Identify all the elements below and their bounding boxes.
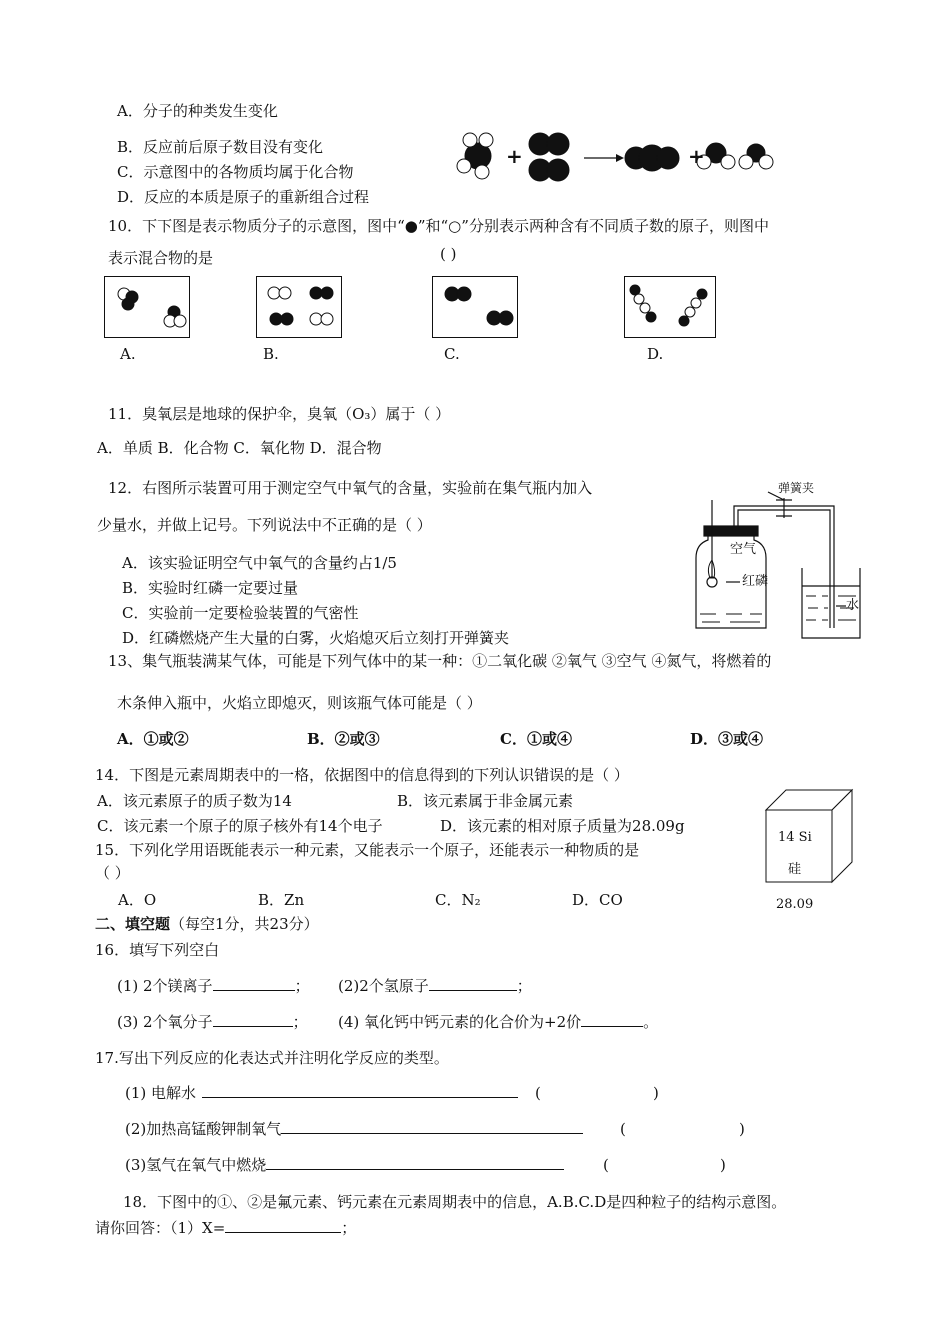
q12-option-b: B．实验时红磷一定要过量 [122,579,299,597]
q17-stem: 17.写出下列反应的化表达式并注明化学反应的类型。 [95,1049,449,1067]
label-air: 空气 [730,542,757,557]
q10-stem-cont: 表示混合物的是 [108,249,214,267]
q13-option-d: D．③或④ [690,730,764,748]
q18-stem: 18．下图中的①、②是氟元素、钙元素在元素周期表中的信息，A.B.C.D是四种粒子的结构示意图。 [123,1193,787,1211]
q13-stem: 13、集气瓶装满某气体，可能是下列气体中的某一种：①二氧化碳 ②氧气 ③空气 ④氮气，将燃着的 [108,652,772,670]
q14-option-a: A．该元素原子的质子数为14 [97,792,292,810]
q16-part4: (4) 氧化钙中钙元素的化合价为+2价 。 [338,1013,659,1031]
q15-option-d: D．CO [572,891,623,909]
q10-diagram-b [256,276,342,338]
q16-part1: (1) 2个镁离子 ； [117,977,310,995]
q10-diagram-a [104,276,190,338]
q9-option-a: A．分子的种类发生变化 [117,102,278,120]
q10-label-a: A. [120,345,136,363]
q16-part3: (3) 2个氧分子 ； [117,1013,308,1031]
q10-stem: 10．下下图是表示物质分子的示意图，图中“●”和“○”分别表示两种含有不同质子数的原子，则图中 [108,217,769,235]
plus-sign: + [688,144,705,168]
q10-label-c: C. [444,345,460,363]
q17-paren-open: ( [535,1084,541,1102]
element-number-symbol: 14 Si [778,830,812,845]
q17-part1: (1) 电解水 [125,1083,518,1103]
q14-stem: 14．下图是元素周期表中的一格，依据图中的信息得到的下列认识错误的是（ ） [95,766,629,784]
q17-part2: (2)加热高锰酸钾制氧气 [125,1119,583,1139]
q10-diagram-c [432,276,518,338]
q16-part2: (2)2个氢原子 ； [338,977,532,995]
q16-stem: 16．填写下列空白 [95,941,220,959]
q17-part3: (3)氢气在氧气中燃烧 [125,1155,564,1175]
q17-paren-close: ) [720,1156,726,1174]
q12-option-c: C．实验前一定要检验装置的气密性 [122,604,359,622]
plus-sign: + [506,144,523,168]
q17-paren-open: ( [603,1156,609,1174]
q17-paren-close: ) [653,1084,659,1102]
q13-option-a: A．①或② [117,730,189,748]
section-heading: 二、填空题（每空1分，共23分） [95,915,319,933]
q10-label-d: D. [647,345,664,363]
q14-option-d: D．该元素的相对原子质量为28.09g [440,817,685,835]
q17-paren-open: ( [620,1120,626,1138]
oxygen-apparatus-diagram [676,478,866,650]
q10-diagram-d [624,276,716,338]
q10-label-b: B. [263,345,279,363]
q12-option-a: A．该实验证明空气中氧气的含量约占1/5 [122,554,397,572]
answer-paren: ( ) [440,245,457,263]
q12-stem: 12．右图所示装置可用于测定空气中氧气的含量，实验前在集气瓶内加入 [108,479,593,497]
q9-option-d: D．反应的本质是原子的重新组合过程 [117,188,370,206]
q9-option-c: C．示意图中的各物质均属于化合物 [117,163,354,181]
q15-option-c: C．N₂ [435,891,481,909]
label-red-phosphorus: 红磷 [742,574,769,589]
label-water: 水 [846,598,860,613]
q13-option-b: B．②或③ [307,730,380,748]
q15-stem: 15．下列化学用语既能表示一种元素，又能表示一个原子，还能表示一种物质的是 [95,841,640,859]
q13-option-c: C．①或④ [500,730,572,748]
label-spring-clip: 弹簧夹 [778,481,815,495]
q11-options: A．单质 B．化合物 C．氧化物 D．混合物 [97,439,382,457]
element-mass: 28.09 [776,897,814,912]
q15-option-b: B．Zn [258,891,305,909]
q12-stem-cont: 少量水，并做上记号。下列说法中不正确的是（ ） [97,516,432,534]
q9-option-b: B．反应前后原子数目没有变化 [117,138,324,156]
q15-paren: （ ） [95,864,130,882]
element-name: 硅 [788,862,802,877]
q14-option-b: B．该元素属于非金属元素 [397,792,574,810]
q11-stem: 11．臭氧层是地球的保护伞，臭氧（O₃）属于（ ） [108,405,451,423]
q18-part1: 请你回答：（1）X= ； [95,1219,357,1237]
q13-stem-cont: 木条伸入瓶中，火焰立即熄灭，则该瓶气体可能是（ ） [117,694,482,712]
q17-paren-close: ) [739,1120,745,1138]
q14-option-c: C．该元素一个原子的原子核外有14个电子 [97,817,383,835]
reaction-diagram [448,126,788,186]
q15-option-a: A．O [118,891,157,909]
q12-option-d: D．红磷燃烧产生大量的白雾，火焰熄灭后立刻打开弹簧夹 [122,629,510,647]
